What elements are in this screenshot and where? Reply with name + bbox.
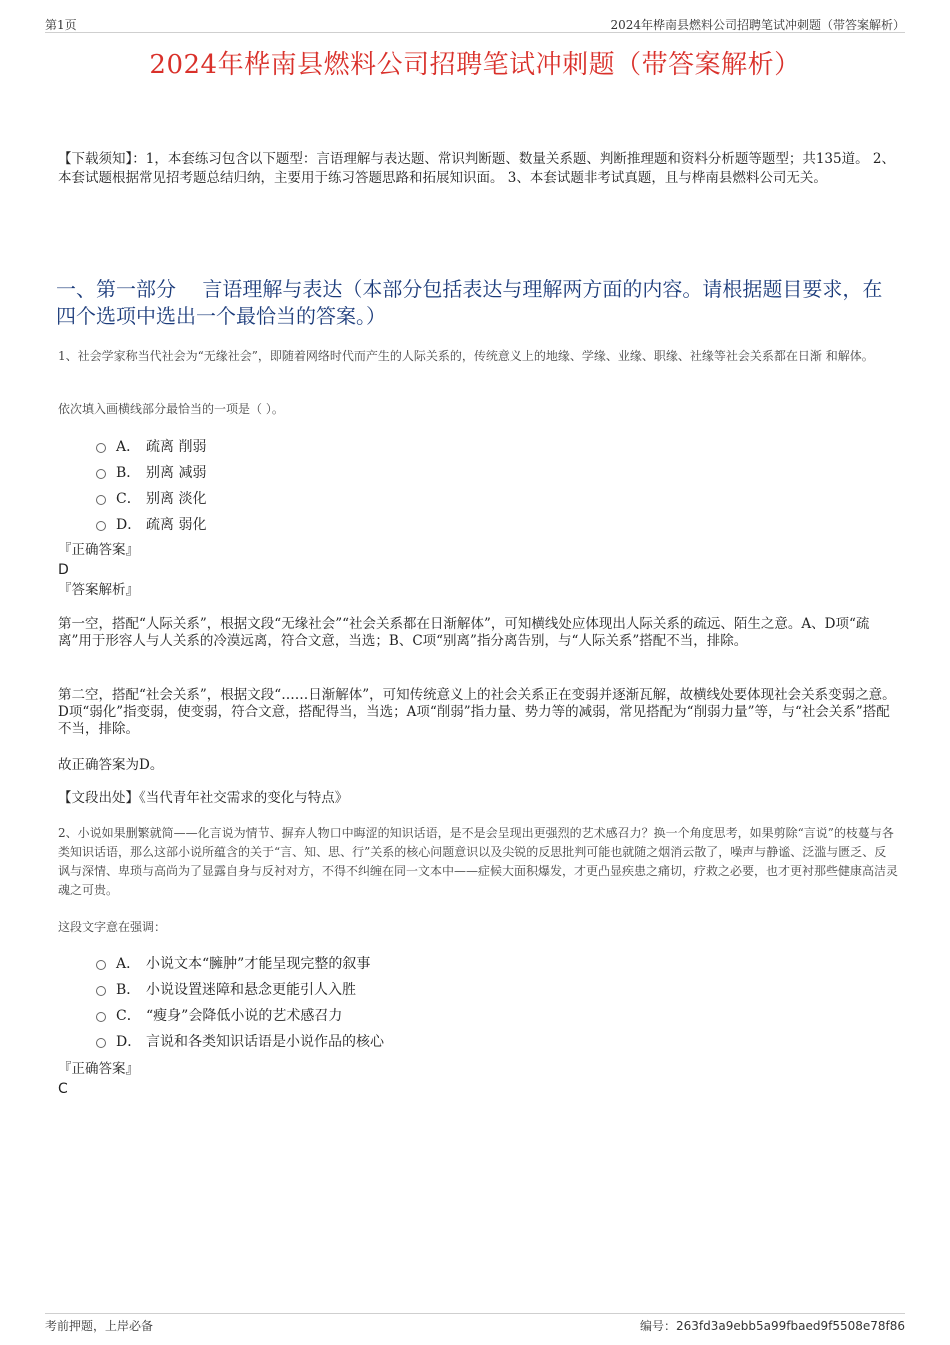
question-2-text: 2、小说如果删繁就简——化言说为情节、摒弃人物口中晦涩的知识话语，是不是会呈现出更强烈的艺术感召力？换一个角度思考，如果剪除“言说”的枝蔓与各类知识话语，那么这部小说所蕴含的关于“言、知、思、行”关系的核心问题意识以及尖锐的反思批判可能也就随之烟消云散了，噪声与静谧、泛滥与匮乏、反讽与深情、卑琐与高尚为了显露自身与反衬对方，不得不纠缠在同一文本中——症候大面积爆发，才更凸显疾患之痛切，疗救之必要，也才更衬那些健康高洁灵魂之可贵。 xyxy=(58,826,899,897)
analysis-label: 『答案解析』 xyxy=(58,582,139,598)
radio-icon[interactable] xyxy=(96,986,106,996)
page-header xyxy=(45,14,905,33)
question-1-options xyxy=(96,433,206,537)
radio-icon[interactable] xyxy=(96,1038,106,1048)
question-1-prompt: 依次填入画横线部分最恰当的一项是（ ）。 xyxy=(58,402,284,416)
radio-icon[interactable] xyxy=(96,495,106,505)
answer-value: D xyxy=(58,562,69,578)
answer-value: C xyxy=(58,1081,68,1097)
answer-label: 『正确答案』 xyxy=(58,1061,139,1077)
analysis-conclusion: 故正确答案为D。 xyxy=(58,757,164,773)
page-footer xyxy=(45,1313,905,1334)
radio-icon[interactable] xyxy=(96,469,106,479)
header-doc-title: 2024年桦南县燃料公司招聘笔试冲刺题（带答案解析） xyxy=(610,18,905,32)
section-title: 一、第一部分 言语理解与表达（本部分包括表达与理解两方面的内容。请根据题目要求，在四个选项中选出一个最恰当的答案。） xyxy=(56,277,883,328)
question-2-prompt: 这段文字意在强调： xyxy=(58,920,167,934)
question-2-options xyxy=(96,950,384,1054)
page-number: 第1页 xyxy=(45,18,77,32)
option-b[interactable]: B． 别离 减弱 xyxy=(96,459,206,485)
answer-label: 『正确答案』 xyxy=(58,542,139,558)
option-a[interactable]: A． 小说文本“臃肿”才能呈现完整的叙事 xyxy=(96,950,384,976)
radio-icon[interactable] xyxy=(96,443,106,453)
option-b[interactable]: B． 小说设置迷障和悬念更能引人入胜 xyxy=(96,976,384,1002)
radio-icon[interactable] xyxy=(96,1012,106,1022)
option-d[interactable]: D． 疏离 弱化 xyxy=(96,511,206,537)
radio-icon[interactable] xyxy=(96,960,106,970)
document-title: 2024年桦南县燃料公司招聘笔试冲刺题（带答案解析） xyxy=(149,50,801,80)
option-c[interactable]: C． “瘦身”会降低小说的艺术感召力 xyxy=(96,1002,384,1028)
source-citation: 【文段出处】《当代青年社交需求的变化与特点》 xyxy=(58,790,349,806)
footer-slogan: 考前押题，上岸必备 xyxy=(45,1319,154,1333)
analysis-paragraph-1: 第一空，搭配“人际关系”，根据文段“无缘社会”“社会关系都在日渐解体”，可知横线处应体现出人际关系的疏远、陌生之意。A、D项“疏离”用于形容人与人关系的冷漠远离，符合文意，当选；B、C项“别离”指分离告别，与“人际关系”搭配不当，排除。 xyxy=(58,616,870,649)
radio-icon[interactable] xyxy=(96,521,106,531)
analysis-paragraph-2: 第二空，搭配“社会关系”，根据文段“……日渐解体”，可知传统意义上的社会关系正在变弱并逐渐瓦解，故横线处要体现社会关系变弱之意。D项“弱化”指变弱，使变弱，符合文意，搭配得当，当选；A项“削弱”指力量、势力等的减弱，常见搭配为“削弱力量”等，与“社会关系”搭配不当，排除。 xyxy=(58,687,896,737)
option-a[interactable]: A． 疏离 削弱 xyxy=(96,433,206,459)
option-c[interactable]: C． 别离 淡化 xyxy=(96,485,206,511)
document-code: 编号：263fd3a9ebb5a99fbaed9f5508e78f86 xyxy=(640,1319,905,1333)
question-1-text: 1、社会学家称当代社会为“无缘社会”，即随着网络时代而产生的人际关系的，传统意义上的地缘、学缘、业缘、职缘、社缘等社会关系都在日渐 和解体。 xyxy=(58,349,874,363)
download-notice: 【下载须知】：1，本套练习包含以下题型：言语理解与表达题、常识判断题、数量关系题、判断推理题和资料分析题等题型；共135道。 2、本套试题根据常见招考题总结归纳，主要用于练习答题思路和拓展知识面。 3、本套试题非考试真题，且与桦南县燃料公司无关。 xyxy=(58,151,895,186)
option-d[interactable]: D． 言说和各类知识话语是小说作品的核心 xyxy=(96,1028,384,1054)
